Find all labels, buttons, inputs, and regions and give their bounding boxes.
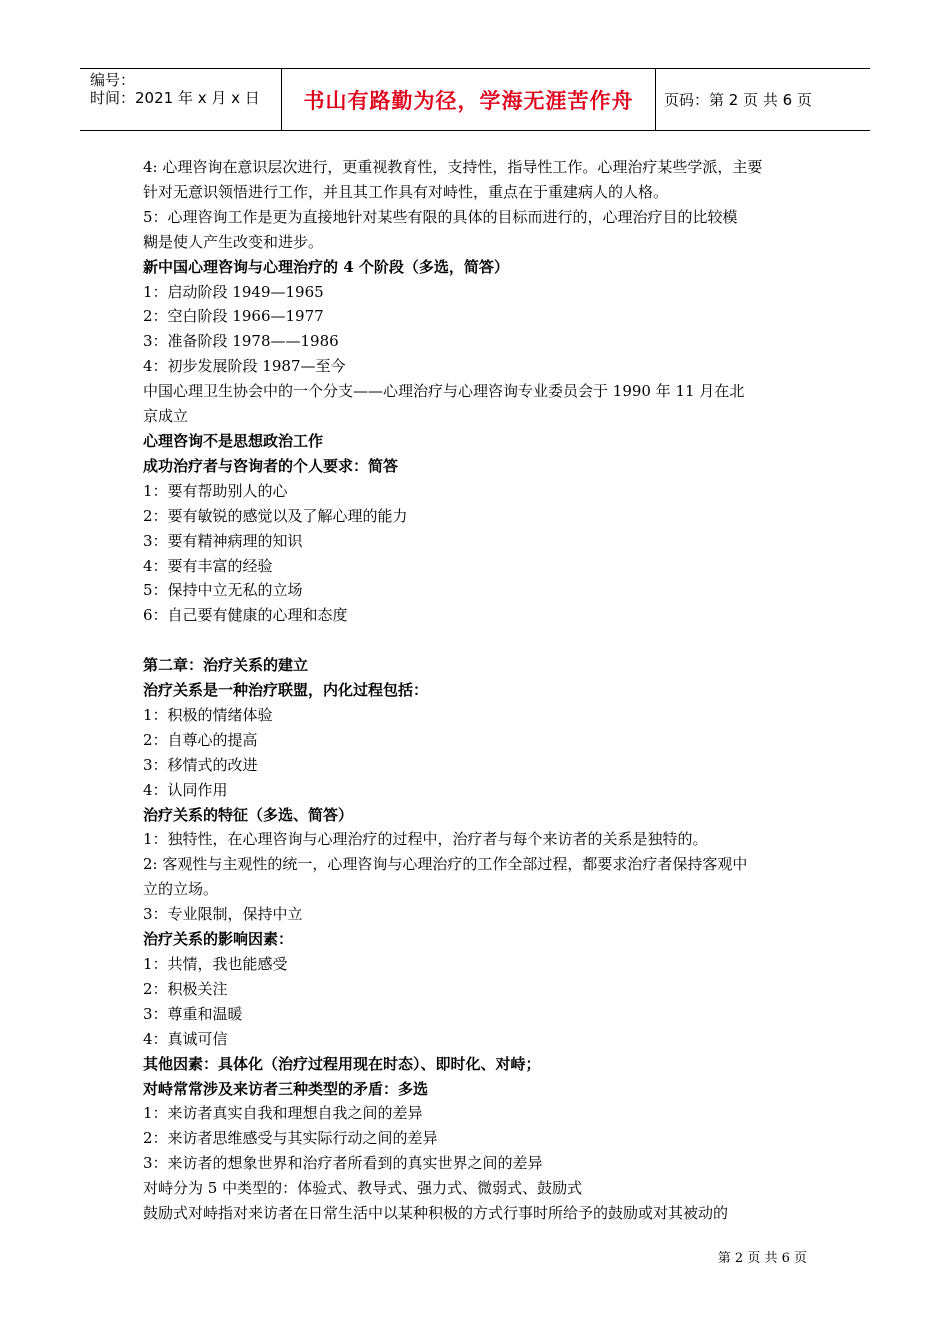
body-line: 6：自己要有健康的心理和态度	[143, 606, 348, 625]
section-heading: 第二章：治疗关系的建立	[143, 656, 309, 675]
body-line: 京成立	[143, 407, 189, 426]
body-line: 3：尊重和温暖	[143, 1004, 243, 1023]
section-heading: 治疗关系的特征（多选、简答）	[143, 805, 354, 824]
body-line: 3：专业限制，保持中立	[143, 905, 303, 924]
body-line: 2：来访者思维感受与其实际行动之间的差异	[143, 1129, 438, 1148]
section-heading: 其他因素：具体化（治疗过程用现在时态）、即时化、对峙；	[143, 1054, 541, 1073]
blank-line	[143, 628, 811, 653]
body-line: 4：要有丰富的经验	[143, 556, 273, 575]
header-slogan: 书山有路勤为径，学海无涯苦作舟	[303, 88, 634, 113]
body-line: 对峙分为 5 中类型的：体验式、教导式、强力式、微弱式、鼓励式	[143, 1179, 583, 1198]
document-number-label: 编号：	[90, 71, 136, 89]
body-line: 2: 客观性与主观性的统一，心理咨询与心理治疗的工作全部过程，都要求治疗者保持客观中	[143, 855, 748, 874]
section-heading: 对峙常常涉及来访者三种类型的矛盾：多选	[143, 1079, 429, 1098]
header-page-number: 页码：第 2 页 共 6 页	[664, 91, 812, 109]
document-time-label: 时间：2021 年 x 月 x 日	[90, 89, 260, 107]
header-meta	[80, 69, 280, 130]
section-heading: 心理咨询不是思想政治工作	[143, 431, 324, 450]
body-line: 4：认同作用	[143, 780, 228, 799]
body-line: 1：来访者真实自我和理想自我之间的差异	[143, 1104, 423, 1123]
body-line: 2：要有敏锐的感觉以及了解心理的能力	[143, 506, 408, 525]
body-line: 糊是使人产生改变和进步。	[143, 232, 324, 251]
body-line: 5：心理咨询工作是更为直接地针对某些有限的具体的目标而进行的，心理治疗目的比较模	[143, 207, 738, 226]
section-heading: 成功治疗者与咨询者的个人要求：简答	[143, 456, 399, 475]
body-line: 1：要有帮助别人的心	[143, 481, 288, 500]
body-line: 5：保持中立无私的立场	[143, 581, 303, 600]
body-line: 3：移情式的改进	[143, 755, 258, 774]
footer-page-number: 第 2 页 共 6 页	[717, 1251, 807, 1266]
body-line: 2：空白阶段 1966—1977	[143, 307, 324, 326]
body-line: 3：来访者的想象世界和治疗者所看到的真实世界之间的差异	[143, 1154, 543, 1173]
body-line: 4：真诚可信	[143, 1029, 228, 1048]
document-body	[143, 155, 811, 1226]
body-line: 1：独特性，在心理咨询与心理治疗的过程中，治疗者与每个来访者的关系是独特的。	[143, 830, 708, 849]
body-line: 1：共情，我也能感受	[143, 954, 288, 973]
body-line: 1：积极的情绪体验	[143, 705, 273, 724]
body-line: 4: 心理咨询在意识层次进行，更重视教育性，支持性，指导性工作。心理治疗某些学派，主要	[143, 158, 763, 176]
body-line: 3：要有精神病理的知识	[143, 531, 303, 550]
body-line: 2：积极关注	[143, 979, 228, 998]
section-heading: 治疗关系是一种治疗联盟，内化过程包括：	[143, 681, 429, 700]
header-divider	[655, 69, 656, 130]
section-heading: 新中国心理咨询与心理治疗的 4 个阶段（多选，简答）	[143, 257, 509, 276]
body-line: 2：自尊心的提高	[143, 730, 258, 749]
body-line: 1：启动阶段 1949—1965	[143, 282, 324, 301]
section-heading: 治疗关系的影响因素：	[143, 930, 294, 949]
body-line: 4：初步发展阶段 1987—至今	[143, 357, 346, 376]
body-line: 中国心理卫生协会中的一个分支——心理治疗与心理咨询专业委员会于 1990 年 11 月在北	[143, 382, 745, 401]
body-line: 鼓励式对峙指对来访者在日常生活中以某种积极的方式行事时所给予的鼓励或对其被动的	[143, 1204, 729, 1223]
page-header	[80, 68, 870, 131]
body-line: 针对无意识领悟进行工作，并且其工作具有对峙性，重点在于重建病人的人格。	[143, 182, 669, 201]
body-line: 3：准备阶段 1978——1986	[143, 332, 339, 351]
body-line: 立的立场。	[143, 880, 219, 899]
